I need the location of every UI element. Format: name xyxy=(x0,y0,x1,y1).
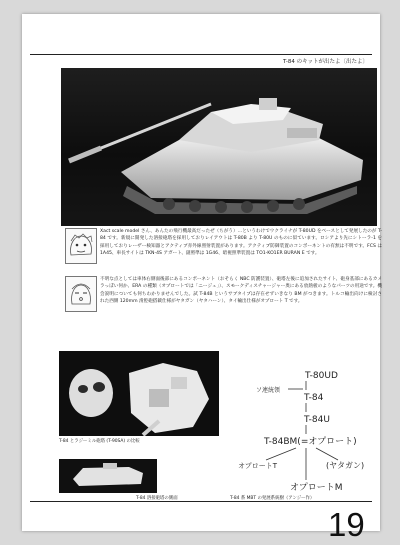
book-page xyxy=(22,14,382,543)
tree-node-t84u: T-84U xyxy=(304,415,330,425)
tree-node-t80ud: T-80UD xyxy=(305,371,338,381)
tree-node-oplot-t: オプロートT xyxy=(238,462,278,470)
article-paragraph-1: Xact scale model さん、あんたの飛行機最高だったぜ（ちがう）…というわけでウクライナが T-80UD をベースとして発展したのが T-84 です。新規に開発した溶接砲塔を採用しておりレイアウトは T-80B より T-80U のものに似ています。ロシアより先にシトーラ-1 を採用しておりレーザー検知器とアクティブ赤外線照射装置があります。アクティブ防御装置のコンポーネントの有無は不明です。FCS は 1A45、車長サイトは TKN-4S アガート、副照準は 1G46、暗視照準装置は TO1-KO1ER BURAN E です。 xyxy=(100,229,382,256)
turret-side-photo xyxy=(59,459,157,493)
footer-rule xyxy=(30,501,372,502)
author-avatar-1 xyxy=(65,228,97,264)
page-number: 19 xyxy=(328,506,365,543)
development-tree-diagram xyxy=(218,344,380,494)
article-paragraph-2: 不明な点としては車体右側面後部にあるコンポーネント（おそらく NBC 防護装置）、砲塔左後に追加されたサイト、砲身基部にあるカメラっぽい何か、ERA の種類（オプロートでは「ニージュ」）、スモークディスチャージャー奥にある放熱板のようなパーツの用途です。機会説明についても何ちわかりませんでした。試 T-84B というサブタイプは存在せずいきなり BM がつきます。トルコ輸出向けに検討された西側 120mm 滑腔砲搭載仕様がヤタガン（ヤタハーン）、タイ輸出仕様がオプロート T です。 xyxy=(100,277,382,304)
tree-node-t84bm: T-84BM(=オプロート) xyxy=(264,437,357,447)
header-rule xyxy=(30,54,372,55)
author-avatar-2 xyxy=(65,276,97,312)
tank-model-photo xyxy=(61,68,377,226)
caption-development-tree: T-84 系 MBT の発展系統樹（アンジー作） xyxy=(230,496,315,501)
running-head: T-84 のキットが出たよ〔出たよ〕 xyxy=(283,59,368,65)
tree-node-t84: T-84 xyxy=(304,393,324,403)
caption-turret-side: T-84 溶接砲塔の側面 xyxy=(136,496,178,501)
tree-node-oplot-m: オプロートM xyxy=(290,483,343,493)
caption-turret-comparison: T-84 とラジーミル砲塔 (T-90SA) の比較 xyxy=(59,439,140,444)
turret-comparison-photo xyxy=(59,351,219,436)
tree-node-yatagan: (ヤタガン) xyxy=(326,461,365,470)
tree-side-note: ソ連統領 xyxy=(256,387,281,394)
